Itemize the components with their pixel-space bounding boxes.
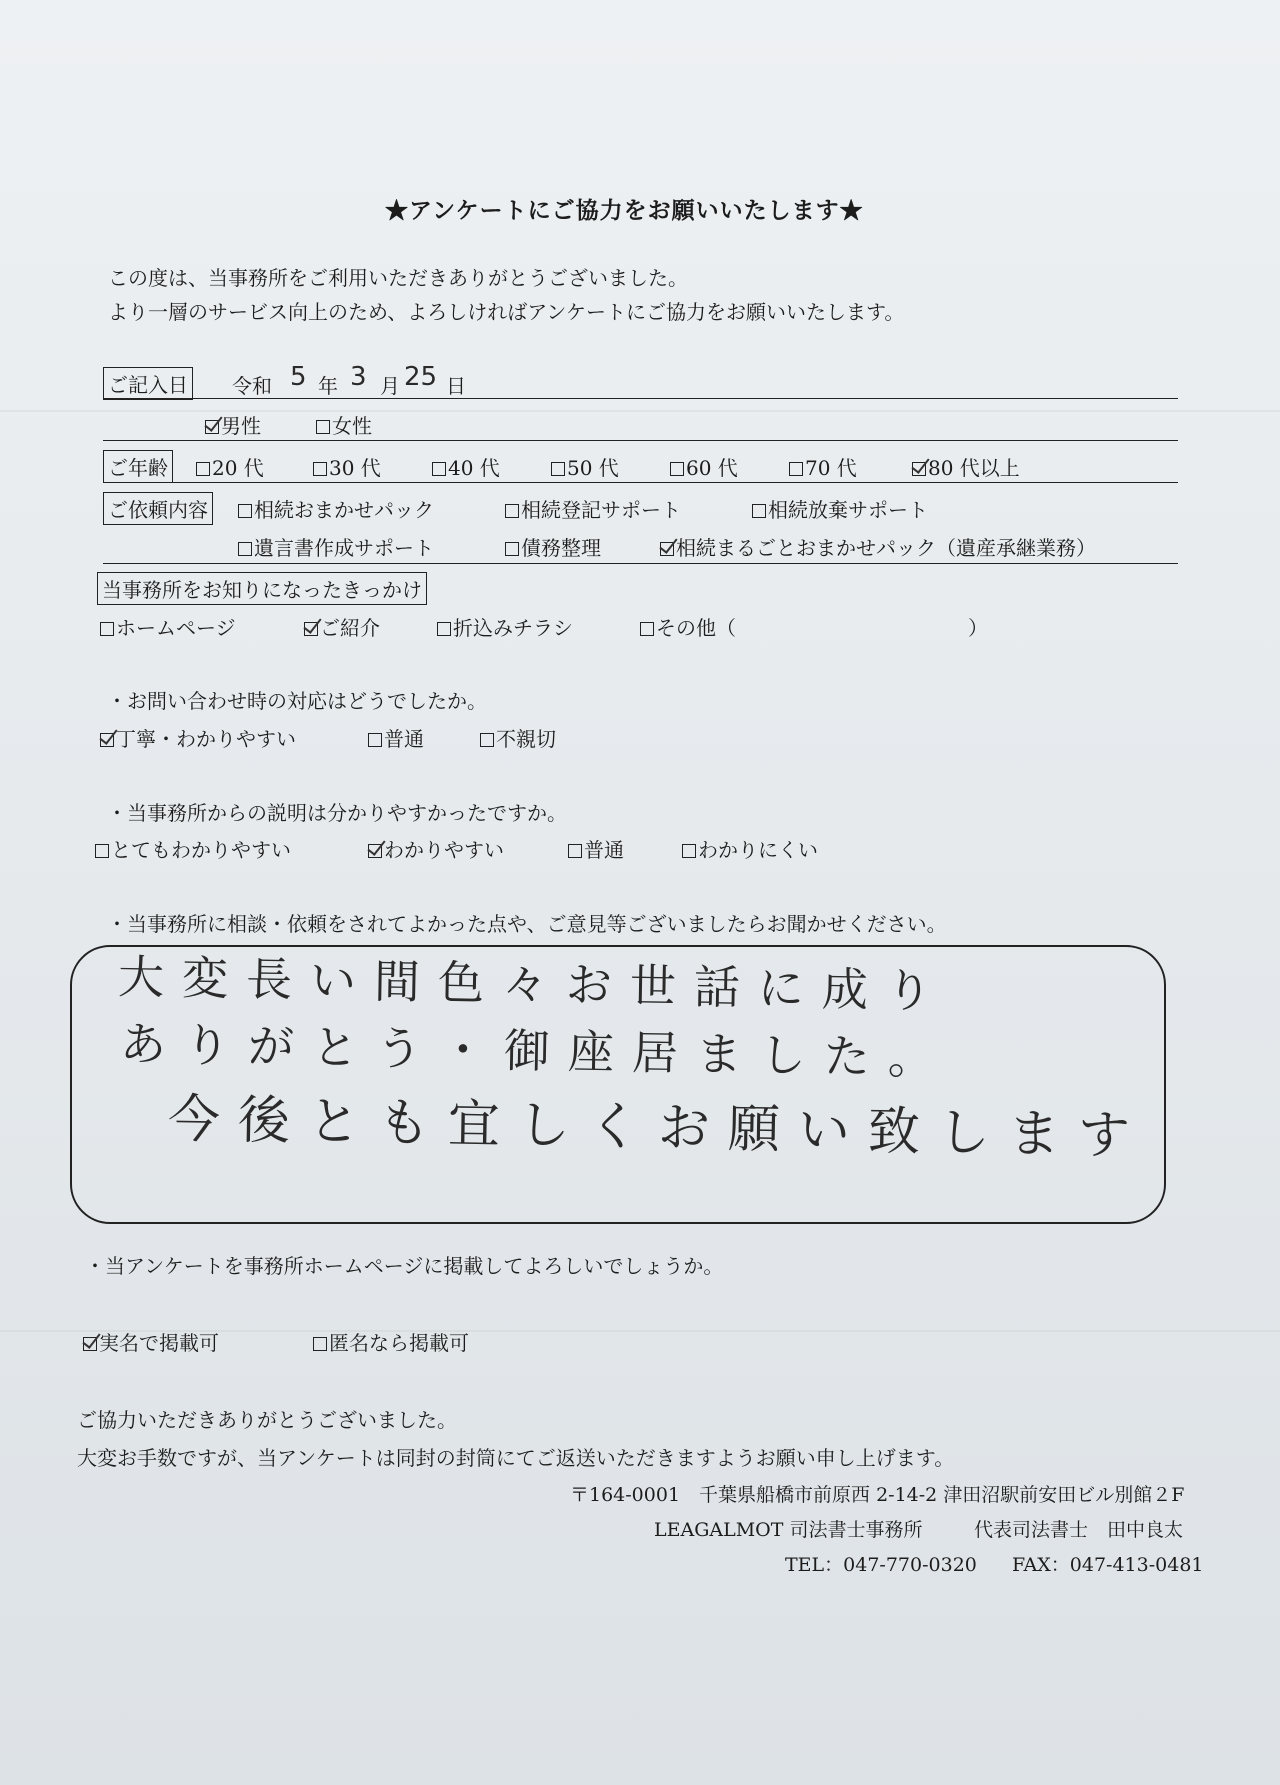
- q2-option-unclear[interactable]: わかりにくい: [682, 834, 818, 863]
- age-option-50[interactable]: 50 代: [551, 452, 619, 481]
- checkbox-icon: [789, 462, 803, 476]
- q1-option-unkind[interactable]: 不親切: [480, 723, 556, 752]
- checkbox-icon: [368, 733, 382, 747]
- gender-option-female[interactable]: 女性: [316, 410, 372, 439]
- rule-line: [103, 440, 1178, 441]
- checkbox-checked-icon: [660, 542, 674, 556]
- checkbox-icon: [313, 1337, 327, 1351]
- rule-line: [103, 482, 1178, 483]
- age-option-40[interactable]: 40 代: [432, 452, 500, 481]
- age-option-20[interactable]: 20 代: [196, 452, 264, 481]
- checkbox-icon: [682, 844, 696, 858]
- date-year-value: 5: [290, 362, 307, 392]
- intro-line: この度は、当事務所をご利用いただきありがとうございました。: [108, 266, 688, 290]
- checkbox-icon: [100, 622, 114, 636]
- checkbox-checked-icon: [912, 462, 926, 476]
- q1-option-normal[interactable]: 普通: [368, 723, 424, 752]
- checkbox-checked-icon: [83, 1337, 97, 1351]
- age-option-70[interactable]: 70 代: [789, 452, 857, 481]
- request-option-marugoto[interactable]: 相続まるごとおまかせパック（遺産承継業務）: [660, 532, 1096, 561]
- source-option-other[interactable]: その他（: [640, 612, 736, 641]
- rule-line: [103, 398, 1178, 399]
- checkbox-icon: [95, 844, 109, 858]
- checkbox-icon: [238, 504, 252, 518]
- survey-title: ★アンケートにご協力をお願いいたします★: [385, 197, 864, 224]
- date-era: 令和: [232, 374, 272, 398]
- source-label: 当事務所をお知りになったきっかけ: [97, 572, 427, 605]
- checkbox-icon: [313, 462, 327, 476]
- q4-option-real-name[interactable]: 実名で掲載可: [83, 1327, 219, 1356]
- request-option-touki[interactable]: 相続登記サポート: [505, 494, 681, 523]
- question-publish: ・当アンケートを事務所ホームページに掲載してよろしいでしょうか。: [85, 1254, 724, 1278]
- closing-line: ご協力いただきありがとうございました。: [77, 1408, 457, 1432]
- checkbox-checked-icon: [304, 622, 318, 636]
- date-month-value: 3: [350, 362, 367, 392]
- request-label: ご依頼内容: [103, 492, 213, 525]
- date-label: ご記入日: [103, 367, 193, 400]
- age-option-60[interactable]: 60 代: [670, 452, 738, 481]
- checkbox-checked-icon: [100, 733, 114, 747]
- age-label: ご年齢: [103, 450, 173, 483]
- date-day-unit: 日: [446, 374, 466, 398]
- footer-address: 〒164-0001 千葉県船橋市前原西 2-14-2 津田沼駅前安田ビル別館２F: [570, 1484, 1185, 1506]
- q1-option-polite[interactable]: 丁寧・わかりやすい: [100, 723, 296, 752]
- checkbox-icon: [480, 733, 494, 747]
- age-option-80-plus[interactable]: 80 代以上: [912, 452, 1020, 481]
- checkbox-checked-icon: [205, 420, 219, 434]
- q4-option-anonymous[interactable]: 匿名なら掲載可: [313, 1327, 469, 1356]
- date-year-unit: 年: [318, 374, 338, 398]
- source-option-referral[interactable]: ご紹介: [304, 612, 380, 641]
- checkbox-icon: [238, 542, 252, 556]
- checkbox-icon: [505, 504, 519, 518]
- date-month-unit: 月: [380, 374, 400, 398]
- intro-line: より一層のサービス向上のため、よろしければアンケートにご協力をお願いいたします。: [108, 300, 905, 324]
- date-day-value: 25: [404, 362, 438, 392]
- q2-option-normal[interactable]: 普通: [568, 834, 624, 863]
- checkbox-icon: [568, 844, 582, 858]
- checkbox-icon: [316, 420, 330, 434]
- request-option-houki[interactable]: 相続放棄サポート: [752, 494, 928, 523]
- checkbox-icon: [551, 462, 565, 476]
- footer-tel: TEL：047-770-0320: [785, 1554, 977, 1576]
- footer-fax: FAX：047-413-0481: [1012, 1554, 1204, 1576]
- q2-option-clear[interactable]: わかりやすい: [368, 834, 504, 863]
- q2-option-very-clear[interactable]: とてもわかりやすい: [95, 834, 291, 863]
- checkbox-checked-icon: [368, 844, 382, 858]
- paper-fold: [0, 410, 1280, 412]
- rule-line: [103, 563, 1178, 564]
- request-option-yuigon[interactable]: 遺言書作成サポート: [238, 532, 434, 561]
- source-option-homepage[interactable]: ホームページ: [100, 612, 236, 641]
- handwritten-answer-line: 今後とも宜しくお願い致します: [167, 1089, 1149, 1167]
- request-option-souzoku-pack[interactable]: 相続おまかせパック: [238, 494, 434, 523]
- closing-line: 大変お手数ですが、当アンケートは同封の封筒にてご返送いただきますようお願い申し上げます。: [77, 1446, 955, 1470]
- handwritten-answer-line: 大変長い間色々お世話に成り: [117, 949, 951, 1019]
- question-feedback: ・当事務所に相談・依頼をされてよかった点や、ご意見等ございましたらお聞かせください。: [107, 912, 947, 936]
- gender-option-male[interactable]: 男性: [205, 410, 261, 439]
- checkbox-icon: [640, 622, 654, 636]
- age-option-30[interactable]: 30 代: [313, 452, 381, 481]
- source-option-flyer[interactable]: 折込みチラシ: [437, 612, 573, 641]
- checkbox-icon: [196, 462, 210, 476]
- checkbox-icon: [505, 542, 519, 556]
- request-option-saimu[interactable]: 債務整理: [505, 532, 601, 561]
- checkbox-icon: [752, 504, 766, 518]
- source-other-close: ）: [968, 616, 988, 640]
- footer-representative: 代表司法書士 田中良太: [974, 1519, 1184, 1541]
- question-response: ・お問い合わせ時の対応はどうでしたか。: [107, 689, 487, 713]
- question-explanation: ・当事務所からの説明は分かりやすかったですか。: [107, 801, 567, 825]
- checkbox-icon: [437, 622, 451, 636]
- footer-office: LEAGALMOT 司法書士事務所: [654, 1519, 923, 1541]
- checkbox-icon: [670, 462, 684, 476]
- handwritten-answer-line: ありがとう・御座居ました。: [119, 1016, 953, 1086]
- checkbox-icon: [432, 462, 446, 476]
